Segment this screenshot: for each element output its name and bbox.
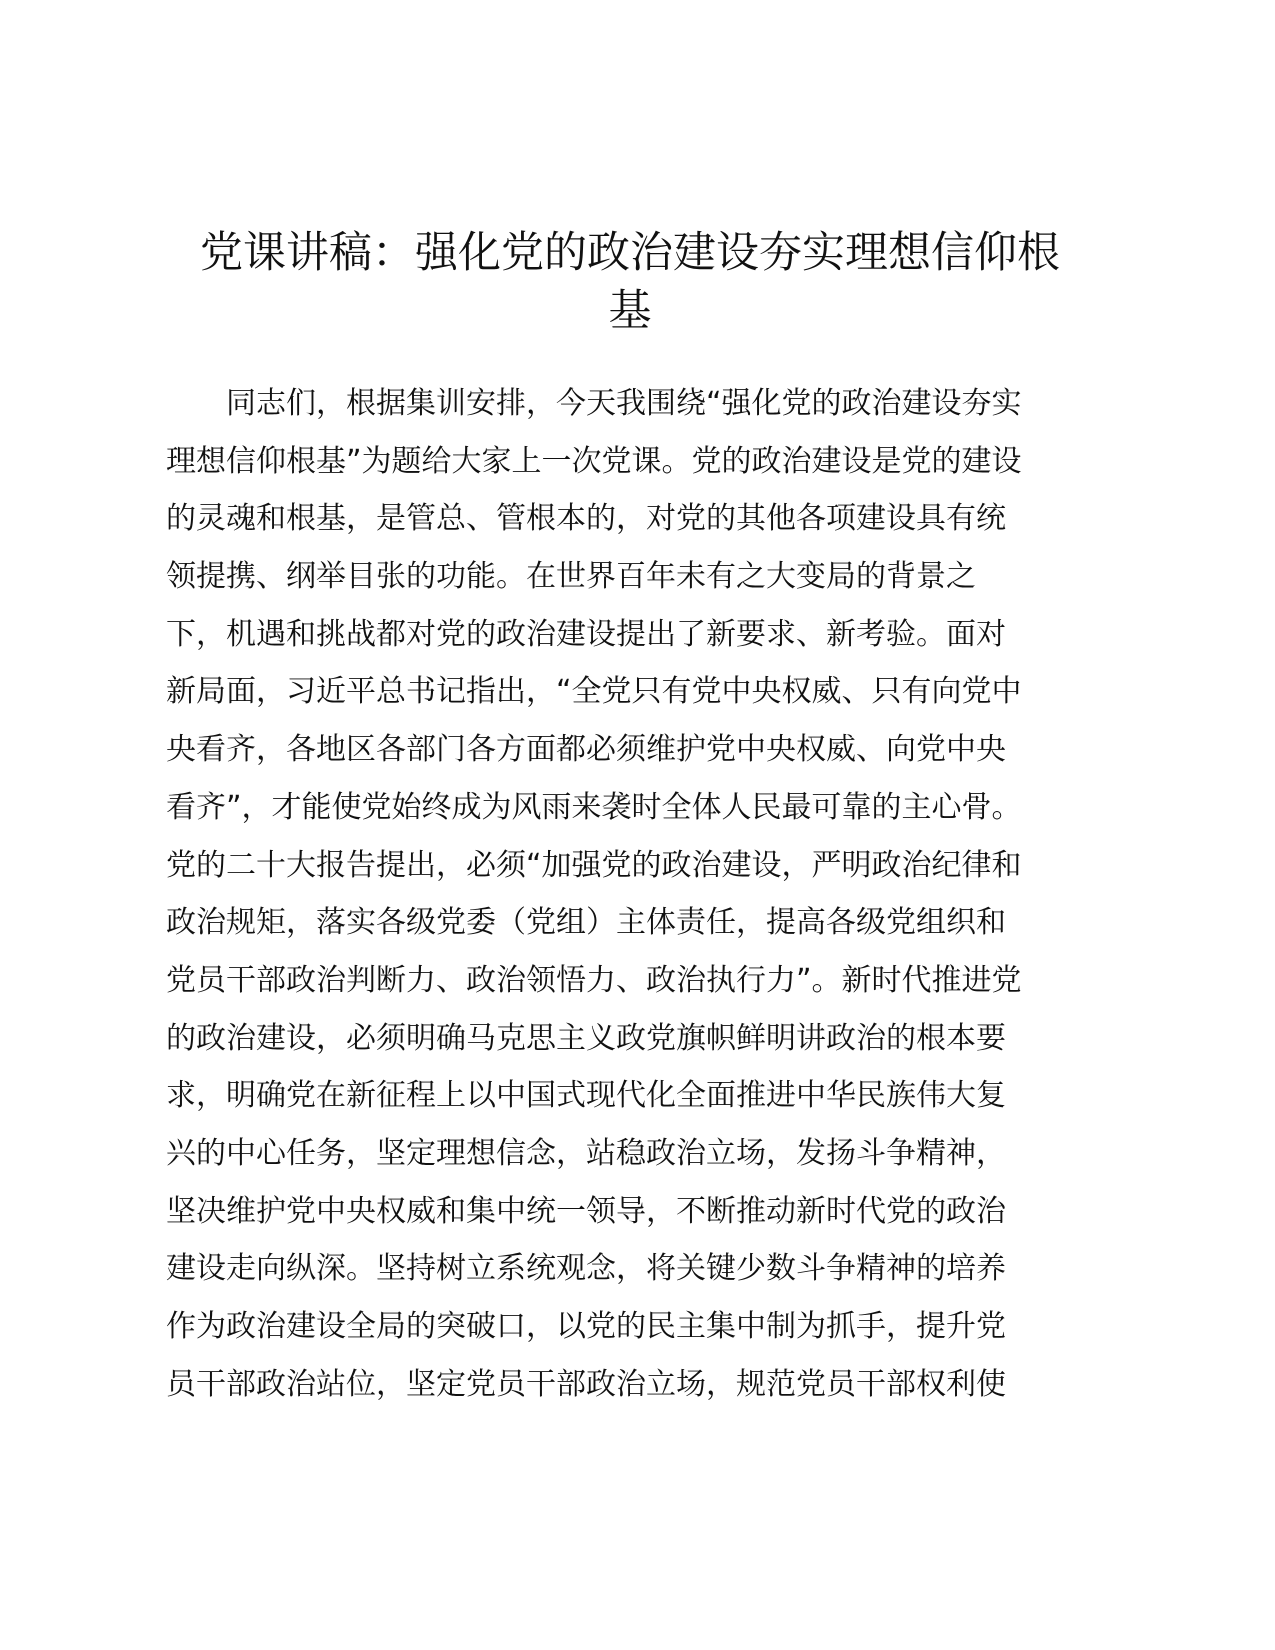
body-line: 下，机遇和挑战都对党的政治建设提出了新要求、新考验。面对 [166, 616, 1006, 652]
body-line: 兴的中心任务，坚定理想信念，站稳政治立场，发扬斗争精神， [166, 1135, 1006, 1171]
body-paragraph [166, 375, 1126, 1413]
title-line: 党课讲稿：强化党的政治建设夯实理想信仰根 [200, 228, 1060, 278]
body-line: 党员干部政治判断力、政治领悟力、政治执行力”。新时代推进党 [166, 962, 1022, 998]
title-line: 基 [608, 285, 652, 336]
body-line: 求，明确党在新征程上以中国式现代化全面推进中华民族伟大复 [166, 1078, 1006, 1114]
body-line: 的政治建设，必须明确马克思主义政党旗帜鲜明讲政治的根本要 [166, 1020, 1006, 1056]
body-line: 新局面，习近平总书记指出，“全党只有党中央权威、只有向党中 [166, 674, 1022, 710]
document-title [160, 222, 1100, 337]
body-line: 领提携、纲举目张的功能。在世界百年未有之大变局的背景之 [166, 559, 976, 595]
body-line: 员干部政治站位，坚定党员干部政治立场，规范党员干部权利使 [166, 1366, 1006, 1402]
body-line: 理想信仰根基”为题给大家上一次党课。党的政治建设是党的建设 [166, 443, 1022, 479]
body-line: 同志们，根据集训安排，今天我围绕“强化党的政治建设夯实 [166, 386, 1022, 421]
body-line: 建设走向纵深。坚持树立系统观念，将关键少数斗争精神的培养 [166, 1251, 1006, 1287]
body-line: 政治规矩，落实各级党委（党组）主体责任，提高各级党组织和 [166, 905, 1006, 941]
body-line: 作为政治建设全局的突破口，以党的民主集中制为抓手，提升党 [166, 1309, 1006, 1344]
body-line: 坚决维护党中央权威和集中统一领导，不断推动新时代党的政治 [166, 1193, 1006, 1229]
body-line: 的灵魂和根基，是管总、管根本的，对党的其他各项建设具有统 [166, 501, 1006, 537]
body-line: 党的二十大报告提出，必须“加强党的政治建设，严明政治纪律和 [166, 847, 1022, 883]
body-line: 看齐”，才能使党始终成为风雨来袭时全体人民最可靠的主心骨。 [166, 789, 1022, 825]
body-line: 央看齐，各地区各部门各方面都必须维护党中央权威、向党中央 [166, 732, 1006, 768]
